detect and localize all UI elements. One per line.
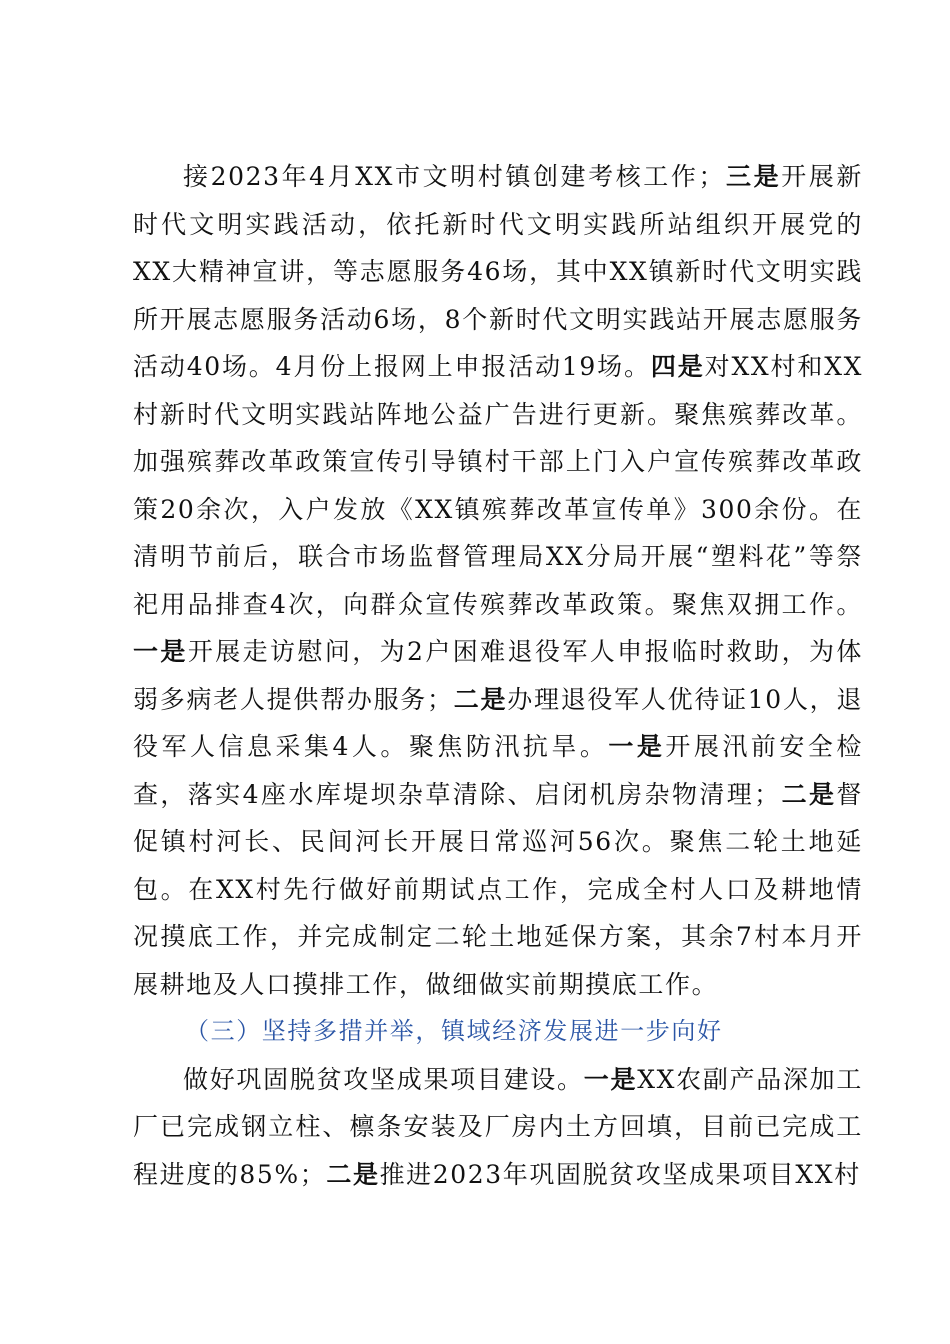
text-segment: 做好巩固脱贫攻坚成果项目建设。 [183,1064,584,1094]
lead-marker: 一是 [608,732,666,761]
lead-marker: 一是 [133,637,188,666]
section-heading: （三）坚持多措并举，镇域经济发展进一步向好 [185,1017,723,1045]
lead-marker: 二是 [453,684,508,714]
text-segment: 开展新时代文明实践活动，依托新时代文明实践所站组织开展党的XX大精神宣讲，等志愿服务46场，其中XX镇新时代文明实践所开展志愿服务活动6场，8个新时代文明实践站开展志愿服务活动40场。4月份上报网上申报活动19场。 [133,162,863,381]
text-segment: XX农副产品深加工厂已完成钢立柱、檩条安装及厂房内土方回填，目前已完成工程进度的85%； [133,1064,863,1189]
lead-marker: 二是 [780,779,837,809]
lead-marker: 一是 [583,1064,638,1094]
text-segment: 办理退役军人优待证10人，退役军人信息采集4人。聚焦防汛抗旱。 [133,684,864,761]
text-segment: 督促镇村河长、民间河长开展日常巡河56次。聚焦二轮土地延包。在XX村先行做好前期试点工作，完成全村人口及耕地情况摸底工作，并完成制定二轮土地延保方案，其余7村本月开展耕地及人口摸排工作，做细做实前期摸底工作。 [133,779,863,999]
text-segment: 开展汛前安全检查，落实4座水库堤坝杂草清除、启闭机房杂物清理； [133,732,864,809]
paragraph-civilization-work [133,153,863,1008]
text-segment: 开展走访慰问，为2户困难退役军人申报临时救助，为体弱多病老人提供帮办服务； [133,637,863,714]
text-segment: 推进2023年巩固脱贫攻坚成果项目XX村 [379,1159,861,1189]
text-segment: 接2023年4月XX市文明村镇创建考核工作； [183,162,726,191]
lead-marker: 三是 [725,162,782,191]
document-body [133,153,863,1198]
lead-marker: 四是 [650,352,705,381]
lead-marker: 二是 [326,1159,380,1189]
paragraph-economic-projects [133,1056,863,1199]
text-segment: 对XX村和XX村新时代文明实践站阵地公益广告进行更新。聚焦殡葬改革。加强殡葬改革政策宣传引导镇村干部上门入户宣传殡葬改革政策20余次，入户发放《XX镇殡葬改革宣传单》300余份。在清明节前后，联合市场监督管理局XX分局开展“塑料花”等祭祀用品排查4次，向群众宣传殡葬改革政策。聚焦双拥工作。 [133,352,863,619]
